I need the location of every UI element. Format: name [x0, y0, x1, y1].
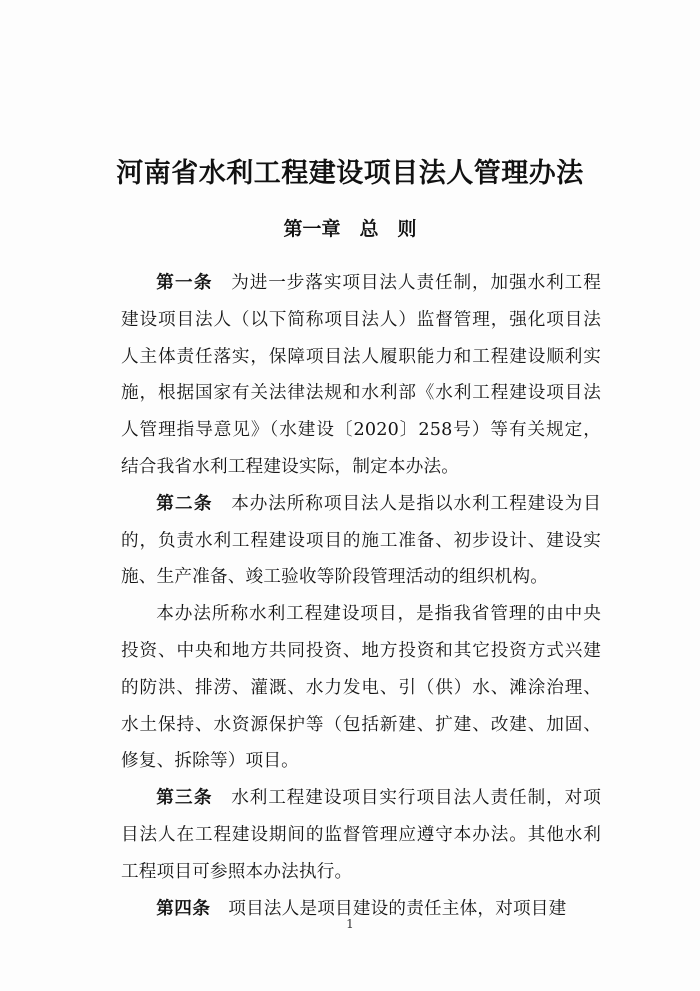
- article-text: 本办法所称项目法人是指以水利工程建设为目的，负责水利工程建设项目的施工准备、初步设计、建设实施、生产准备、竣工验收等阶段管理活动的组织机构。: [121, 493, 601, 588]
- article-spacer: [213, 494, 232, 514]
- article-number: 第三条: [156, 788, 213, 809]
- article-number: 第一条: [156, 273, 213, 293]
- article-spacer: [213, 273, 232, 293]
- article-text: 水利工程建设项目实行项目法人责任制，对项目法人在工程建设期间的监督管理应遵守本办法。其他水利工程项目可参照本办法执行。: [121, 788, 601, 882]
- page-number: 1: [346, 917, 354, 931]
- article-number: 第四条: [156, 898, 211, 919]
- article-text: 项目法人是项目建设的责任主体，对项目建: [228, 898, 567, 919]
- article-text: 为进一步落实项目法人责任制，加强水利工程建设项目法人（以下简称项目法人）监督管理，强化项目法人主体责任落实，保障项目法人履职能力和工程建设顺利实施，根据国家有关法律法规和水利部《水利工程建设项目法人管理指导意见》（水建设〔2020〕258号）等有关规定，结合我省水利工程建设实际，制定本办法。: [121, 273, 601, 477]
- document-body: [121, 265, 601, 927]
- article-number: 第二条: [156, 493, 213, 514]
- article-paragraph: [121, 486, 601, 596]
- chapter-heading: 第一章 总 则: [283, 218, 417, 240]
- article-paragraph: [121, 265, 601, 486]
- paragraph-text: 本办法所称水利工程建设项目，是指我省管理的由中央投资、中央和地方共同投资、地方投资和其它投资方式兴建的防洪、排涝、灌溉、水力发电、引（供）水、滩涂治理、水土保持、水资源保护等（包括新建、扩建、改建、加固、修复、拆除等）项目。: [121, 604, 601, 772]
- body-paragraph: [121, 596, 601, 780]
- article-paragraph: [121, 780, 601, 890]
- article-spacer: [210, 899, 228, 919]
- document-title: 河南省水利工程建设项目法人管理办法: [116, 158, 584, 189]
- article-spacer: [213, 788, 232, 808]
